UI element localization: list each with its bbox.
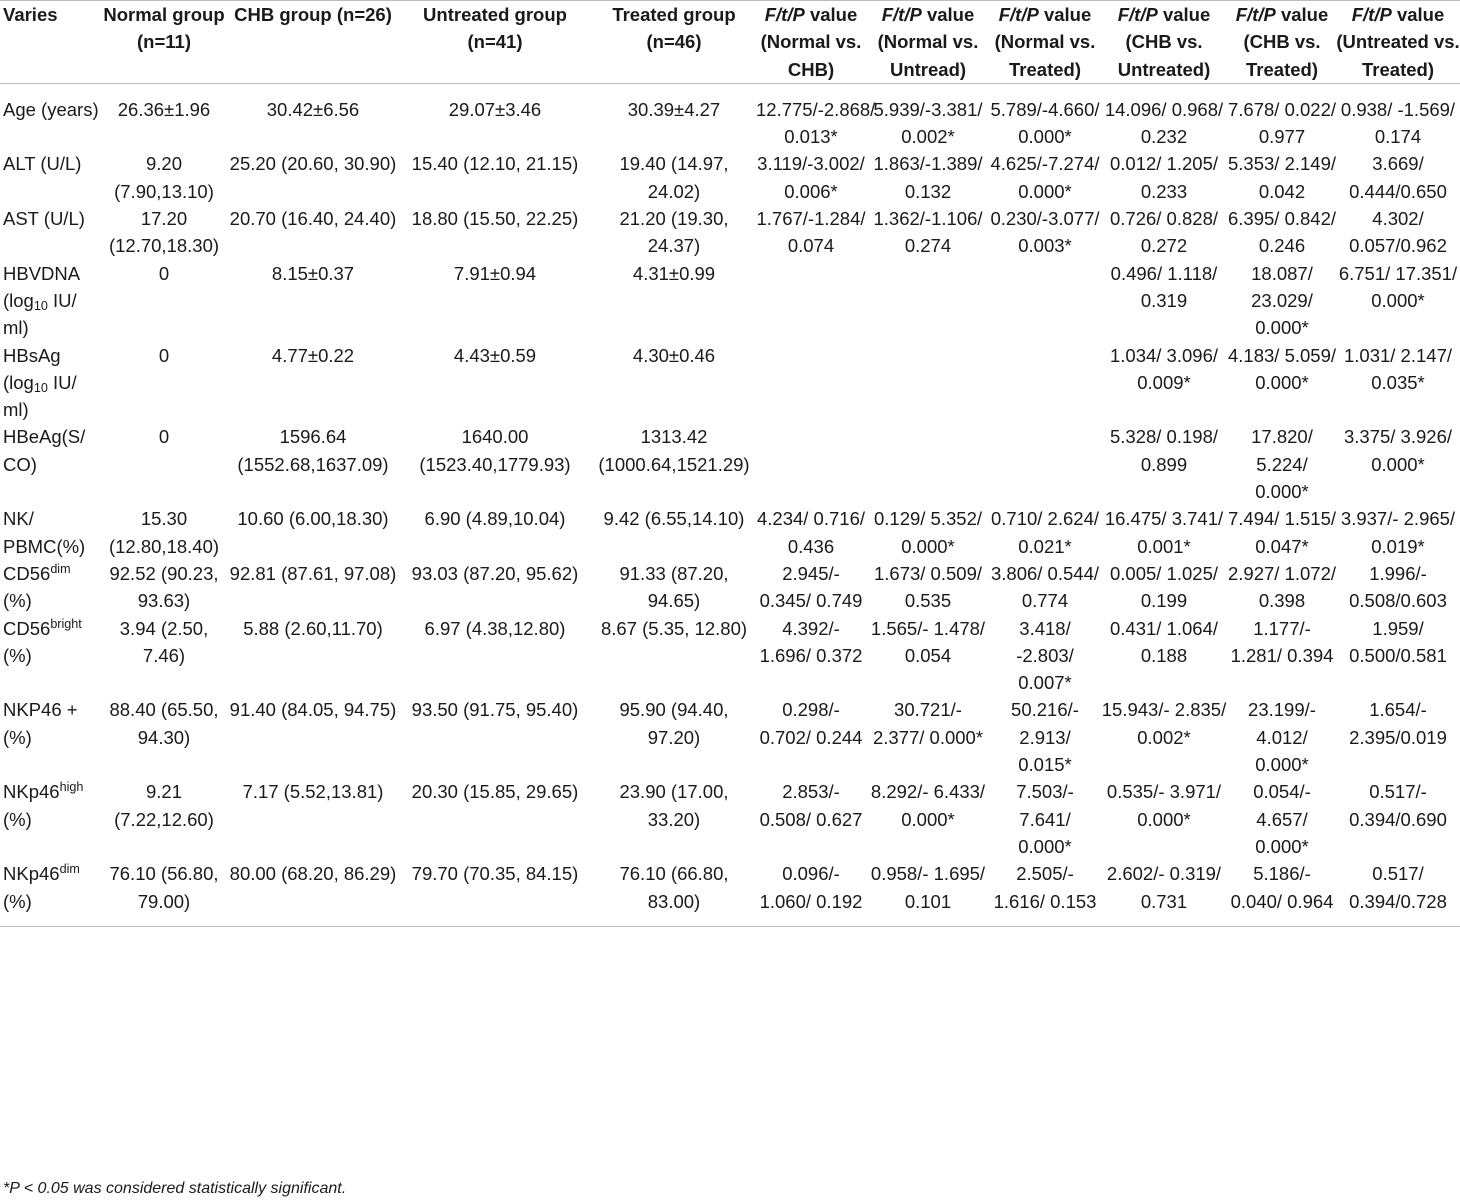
table-cell: 26.36±1.96	[117, 98, 211, 120]
table-body	[0, 83, 1460, 926]
table-cell: 8.67 (5.35, 12.80)	[600, 617, 748, 639]
header-row	[0, 1, 1460, 84]
table-cell: 1313.42 (1000.64,1521.29)	[598, 426, 750, 475]
table-cell: 17.20 (12.70,18.30)	[108, 208, 220, 257]
table-cell: 50.216/- 2.913/ 0.015*	[1011, 699, 1079, 776]
table-cell: 1.959/ 0.500/0.581	[1349, 617, 1447, 666]
table-cell: 5.939/-3.381/ 0.002*	[873, 98, 983, 148]
table-cell: 4.302/ 0.057/0.962	[1349, 208, 1447, 257]
table-cell: 91.33 (87.20, 94.65)	[619, 562, 729, 612]
row-label	[0, 342, 100, 424]
table-cell: 1.767/-1.284/ 0.074	[756, 208, 866, 257]
row-label	[0, 615, 100, 697]
table-cell	[756, 260, 866, 342]
ftp-label: F/t/P	[764, 4, 805, 25]
header-text: Untreated group (n=41)	[423, 4, 567, 53]
row-label-text: NKp46	[3, 781, 60, 803]
table-cell: 0	[158, 426, 170, 448]
table-cell: 15.40 (12.10, 21.15)	[411, 153, 579, 175]
table-cell: 4.77±0.22	[271, 344, 355, 366]
table-cell: 79.70 (70.35, 84.15)	[398, 860, 592, 926]
header-text: value (CHB vs. Untreated)	[1117, 4, 1211, 80]
table-cell: 0.496/ 1.118/ 0.319	[1110, 262, 1218, 311]
table-cell: 16.475/ 3.741/ 0.001*	[1104, 508, 1224, 557]
table-cell: 2.505/- 1.616/ 0.153	[990, 860, 1100, 926]
table-cell	[756, 423, 866, 505]
table-cell: 5.186/- 0.040/ 0.964	[1228, 860, 1336, 926]
table-cell: 88.40 (65.50, 94.30)	[109, 699, 219, 748]
row-label-text: HBVDNA (log	[3, 262, 80, 311]
table-cell: 1.565/- 1.478/ 0.054	[870, 617, 986, 666]
table-cell: 23.199/- 4.012/ 0.000*	[1248, 699, 1316, 776]
table-cell: 1.654/- 2.395/0.019	[1349, 699, 1447, 748]
row-label-text: HBsAg (log	[3, 344, 61, 393]
table-cell: 0.517/ 0.394/0.728	[1336, 860, 1460, 926]
table-cell: 6.97 (4.38,12.80)	[424, 617, 566, 639]
row-label	[0, 860, 100, 926]
table-cell: 0.096/- 1.060/ 0.192	[756, 860, 866, 926]
table-row	[0, 778, 1460, 860]
table-cell: 4.392/- 1.696/ 0.372	[759, 617, 863, 666]
table-cell: 19.40 (14.97, 24.02)	[619, 153, 729, 202]
table-row	[0, 423, 1460, 505]
table-cell: 0.012/ 1.205/ 0.233	[1109, 153, 1218, 202]
table-cell: 17.820/ 5.224/ 0.000*	[1251, 426, 1313, 503]
table-row	[0, 150, 1460, 205]
row-label: ALT (U/L)	[3, 153, 82, 175]
table-cell: 7.678/ 0.022/ 0.977	[1228, 98, 1337, 148]
table-cell: 4.30±0.46	[632, 344, 716, 366]
table-cell: 6.751/ 17.351/ 0.000*	[1338, 262, 1458, 311]
column-header	[1336, 1, 1460, 84]
table-cell: 0.129/ 5.352/ 0.000*	[873, 508, 982, 557]
table-cell: 76.10 (66.80, 83.00)	[592, 860, 756, 926]
row-label-text: CD56	[3, 617, 51, 639]
table-cell: 1596.64 (1552.68,1637.09)	[237, 426, 389, 475]
row-label-superscript: high	[59, 780, 84, 795]
table-cell: 5.328/ 0.198/ 0.899	[1109, 426, 1218, 475]
header-text: value (CHB vs. Treated)	[1243, 4, 1329, 80]
table-cell: 30.39±4.27	[627, 98, 721, 120]
table-cell: 0	[158, 262, 170, 284]
row-label-text: (%)	[3, 808, 32, 830]
table-cell	[756, 342, 866, 424]
table-cell: 4.625/-7.274/ 0.000*	[990, 153, 1100, 202]
ftp-label: F/t/P	[1117, 4, 1158, 25]
table-cell: 3.94 (2.50, 7.46)	[119, 617, 209, 666]
table-cell: 4.43±0.59	[453, 344, 537, 366]
table-cell: 2.853/- 0.508/ 0.627	[759, 781, 863, 830]
table-row	[0, 560, 1460, 615]
row-label-text: NKp46	[3, 863, 60, 885]
row-label-superscript: dim	[50, 562, 71, 577]
row-label-superscript: dim	[59, 862, 80, 877]
table-cell: 92.52 (90.23, 93.63)	[109, 562, 219, 612]
footnote: *P < 0.05 was considered statistically significant.	[3, 1180, 347, 1197]
table-cell: 4.31±0.99	[632, 262, 716, 284]
table-row	[0, 83, 1460, 150]
row-label-text: CD56	[3, 562, 51, 584]
header-text: Varies	[3, 4, 58, 25]
column-header	[0, 1, 100, 84]
table-cell: 2.602/- 0.319/ 0.731	[1100, 860, 1228, 926]
table-row	[0, 260, 1460, 342]
table-cell: 30.42±6.56	[266, 98, 360, 120]
table-cell: 3.806/ 0.544/ 0.774	[990, 562, 1099, 612]
column-header	[990, 1, 1100, 84]
table-cell: 29.07±3.46	[448, 98, 542, 120]
table-cell: 3.375/ 3.926/ 0.000*	[1343, 426, 1452, 475]
row-label	[0, 778, 100, 860]
table-cell: 7.503/- 7.641/ 0.000*	[1016, 781, 1074, 857]
row-label-text: (%)	[3, 590, 32, 612]
table-cell: 0.938/ -1.569/ 0.174	[1340, 98, 1456, 148]
table-row	[0, 205, 1460, 260]
table-cell	[990, 423, 1100, 505]
table-row	[0, 615, 1460, 697]
table-cell: 3.669/ 0.444/0.650	[1349, 153, 1447, 202]
ftp-label: F/t/P	[1235, 4, 1276, 25]
table-row	[0, 505, 1460, 560]
row-label: HBeAg(S/ CO)	[3, 426, 86, 475]
table-cell: 1.362/-1.106/ 0.274	[873, 208, 983, 257]
table-cell: 93.50 (91.75, 95.40)	[411, 699, 579, 721]
header-text: value (Normal vs. Treated)	[994, 4, 1096, 80]
table-cell: 1.034/ 3.096/ 0.009*	[1109, 344, 1218, 393]
table-cell: 1.673/ 0.509/ 0.535	[873, 562, 982, 612]
table-cell: 0.230/-3.077/ 0.003*	[990, 208, 1100, 257]
table-cell: 18.80 (15.50, 22.25)	[411, 208, 579, 230]
table-cell: 14.096/ 0.968/ 0.232	[1104, 98, 1224, 148]
ftp-label: F/t/P	[998, 4, 1039, 25]
column-header	[756, 1, 866, 84]
table-cell: 1.863/-1.389/ 0.132	[873, 153, 983, 202]
table-cell: 5.789/-4.660/ 0.000*	[990, 98, 1100, 148]
row-label	[0, 560, 100, 615]
row-label-text: IU/ ml)	[3, 289, 77, 339]
row-label: AST (U/L)	[3, 208, 85, 230]
table-cell: 5.88 (2.60,11.70)	[243, 617, 383, 639]
table-cell: 8.15±0.37	[271, 262, 355, 284]
table-row	[0, 342, 1460, 424]
ftp-label: F/t/P	[1351, 4, 1392, 25]
table-cell	[866, 423, 990, 505]
row-label-text: IU/ ml)	[3, 371, 77, 421]
table-cell: 3.937/- 2.965/ 0.019*	[1340, 508, 1456, 557]
header-text: value (Normal vs. Untread)	[877, 4, 979, 80]
table-cell: 30.721/- 2.377/ 0.000*	[872, 699, 984, 748]
table-cell: 0.431/ 1.064/ 0.188	[1109, 617, 1218, 666]
table-cell: 1.996/- 0.508/0.603	[1349, 562, 1447, 612]
table-cell: 0.726/ 0.828/ 0.272	[1109, 208, 1218, 257]
table-cell: 20.70 (16.40, 24.40)	[229, 208, 397, 230]
table-cell: 2.945/- 0.345/ 0.749	[759, 562, 863, 612]
table-cell: 76.10 (56.80, 79.00)	[100, 860, 228, 926]
table-cell: 1.177/- 1.281/ 0.394	[1230, 617, 1334, 666]
table-cell: 0.710/ 2.624/ 0.021*	[990, 508, 1099, 557]
table-cell: 91.40 (84.05, 94.75)	[229, 699, 397, 721]
table-cell: 25.20 (20.60, 30.90)	[229, 153, 397, 175]
column-header	[1228, 1, 1336, 84]
table-cell: 5.353/ 2.149/ 0.042	[1228, 153, 1337, 202]
table-cell	[990, 342, 1100, 424]
ftp-label: F/t/P	[881, 4, 922, 25]
table-row	[0, 860, 1460, 926]
table-cell: 0.535/- 3.971/ 0.000*	[1106, 781, 1222, 830]
table-cell: 9.21 (7.22,12.60)	[114, 781, 214, 830]
row-label: Age (years)	[3, 98, 99, 120]
table-cell: 9.42 (6.55,14.10)	[603, 508, 745, 530]
header-text: CHB group (n=26)	[234, 4, 392, 25]
row-label-superscript: bright	[50, 616, 82, 631]
table-cell: 3.418/ -2.803/ 0.007*	[1016, 617, 1074, 694]
table-cell: 12.775/-2.868/ 0.013*	[756, 98, 876, 148]
table-cell: 21.20 (19.30, 24.37)	[619, 208, 729, 257]
column-header	[100, 1, 228, 84]
table-cell: 15.943/- 2.835/ 0.002*	[1101, 699, 1227, 748]
table-cell: 0.517/- 0.394/0.690	[1349, 781, 1447, 830]
table-cell: 7.494/ 1.515/ 0.047*	[1228, 508, 1337, 557]
column-header	[866, 1, 990, 84]
table-cell: 15.30 (12.80,18.40)	[108, 508, 220, 557]
header-text: value (Normal vs. CHB)	[760, 4, 862, 80]
row-label-text: (%)	[3, 890, 32, 912]
header-text: Normal group (n=11)	[103, 4, 225, 53]
table-cell: 4.183/ 5.059/ 0.000*	[1228, 344, 1337, 393]
column-header	[228, 1, 398, 84]
row-label: NKP46 +(%)	[3, 699, 78, 748]
row-label-subscript: 10	[33, 381, 48, 395]
table-cell: 92.81 (87.61, 97.08)	[229, 562, 397, 584]
table-cell: 0.005/ 1.025/ 0.199	[1109, 562, 1218, 612]
table-cell: 1.031/ 2.147/ 0.035*	[1343, 344, 1452, 393]
table-cell: 0.298/- 0.702/ 0.244	[759, 699, 863, 748]
table-cell: 18.087/ 23.029/ 0.000*	[1251, 262, 1313, 339]
table-cell: 9.20 (7.90,13.10)	[114, 153, 214, 202]
table-cell: 10.60 (6.00,18.30)	[237, 508, 389, 530]
table-cell: 2.927/ 1.072/ 0.398	[1228, 562, 1337, 612]
table-row	[0, 696, 1460, 778]
table-cell: 95.90 (94.40, 97.20)	[619, 699, 729, 748]
table-cell	[990, 260, 1100, 342]
table-cell: 6.395/ 0.842/ 0.246	[1228, 208, 1337, 257]
table-cell: 23.90 (17.00, 33.20)	[619, 781, 729, 830]
table-cell: 80.00 (68.20, 86.29)	[228, 860, 398, 926]
table-cell: 93.03 (87.20, 95.62)	[411, 562, 579, 584]
table-cell: 4.234/ 0.716/ 0.436	[756, 508, 865, 557]
column-header	[592, 1, 756, 84]
row-label	[0, 260, 100, 342]
table-cell: 20.30 (15.85, 29.65)	[411, 781, 579, 803]
table-cell: 0.054/- 4.657/ 0.000*	[1253, 781, 1311, 857]
table-cell: 8.292/- 6.433/ 0.000*	[870, 781, 986, 830]
table-cell: 0	[158, 344, 170, 366]
header-text: Treated group (n=46)	[612, 4, 736, 53]
table-cell: 7.91±0.94	[453, 262, 537, 284]
header-text: value (Untreated vs. Treated)	[1336, 4, 1460, 80]
row-label: NK/ PBMC(%)	[3, 508, 86, 557]
row-label-subscript: 10	[33, 299, 48, 314]
column-header	[1100, 1, 1228, 84]
column-header	[398, 1, 592, 84]
table-cell: 7.17 (5.52,13.81)	[242, 781, 384, 803]
table-cell	[866, 342, 990, 424]
table-cell: 3.119/-3.002/ 0.006*	[757, 153, 865, 202]
table-cell: 6.90 (4.89,10.04)	[424, 508, 566, 530]
table-header	[0, 1, 1460, 84]
table-cell	[866, 260, 990, 342]
table-cell: 0.958/- 1.695/ 0.101	[866, 860, 990, 926]
row-label-text: (%)	[3, 644, 32, 666]
table-cell: 1640.00 (1523.40,1779.93)	[419, 426, 571, 475]
